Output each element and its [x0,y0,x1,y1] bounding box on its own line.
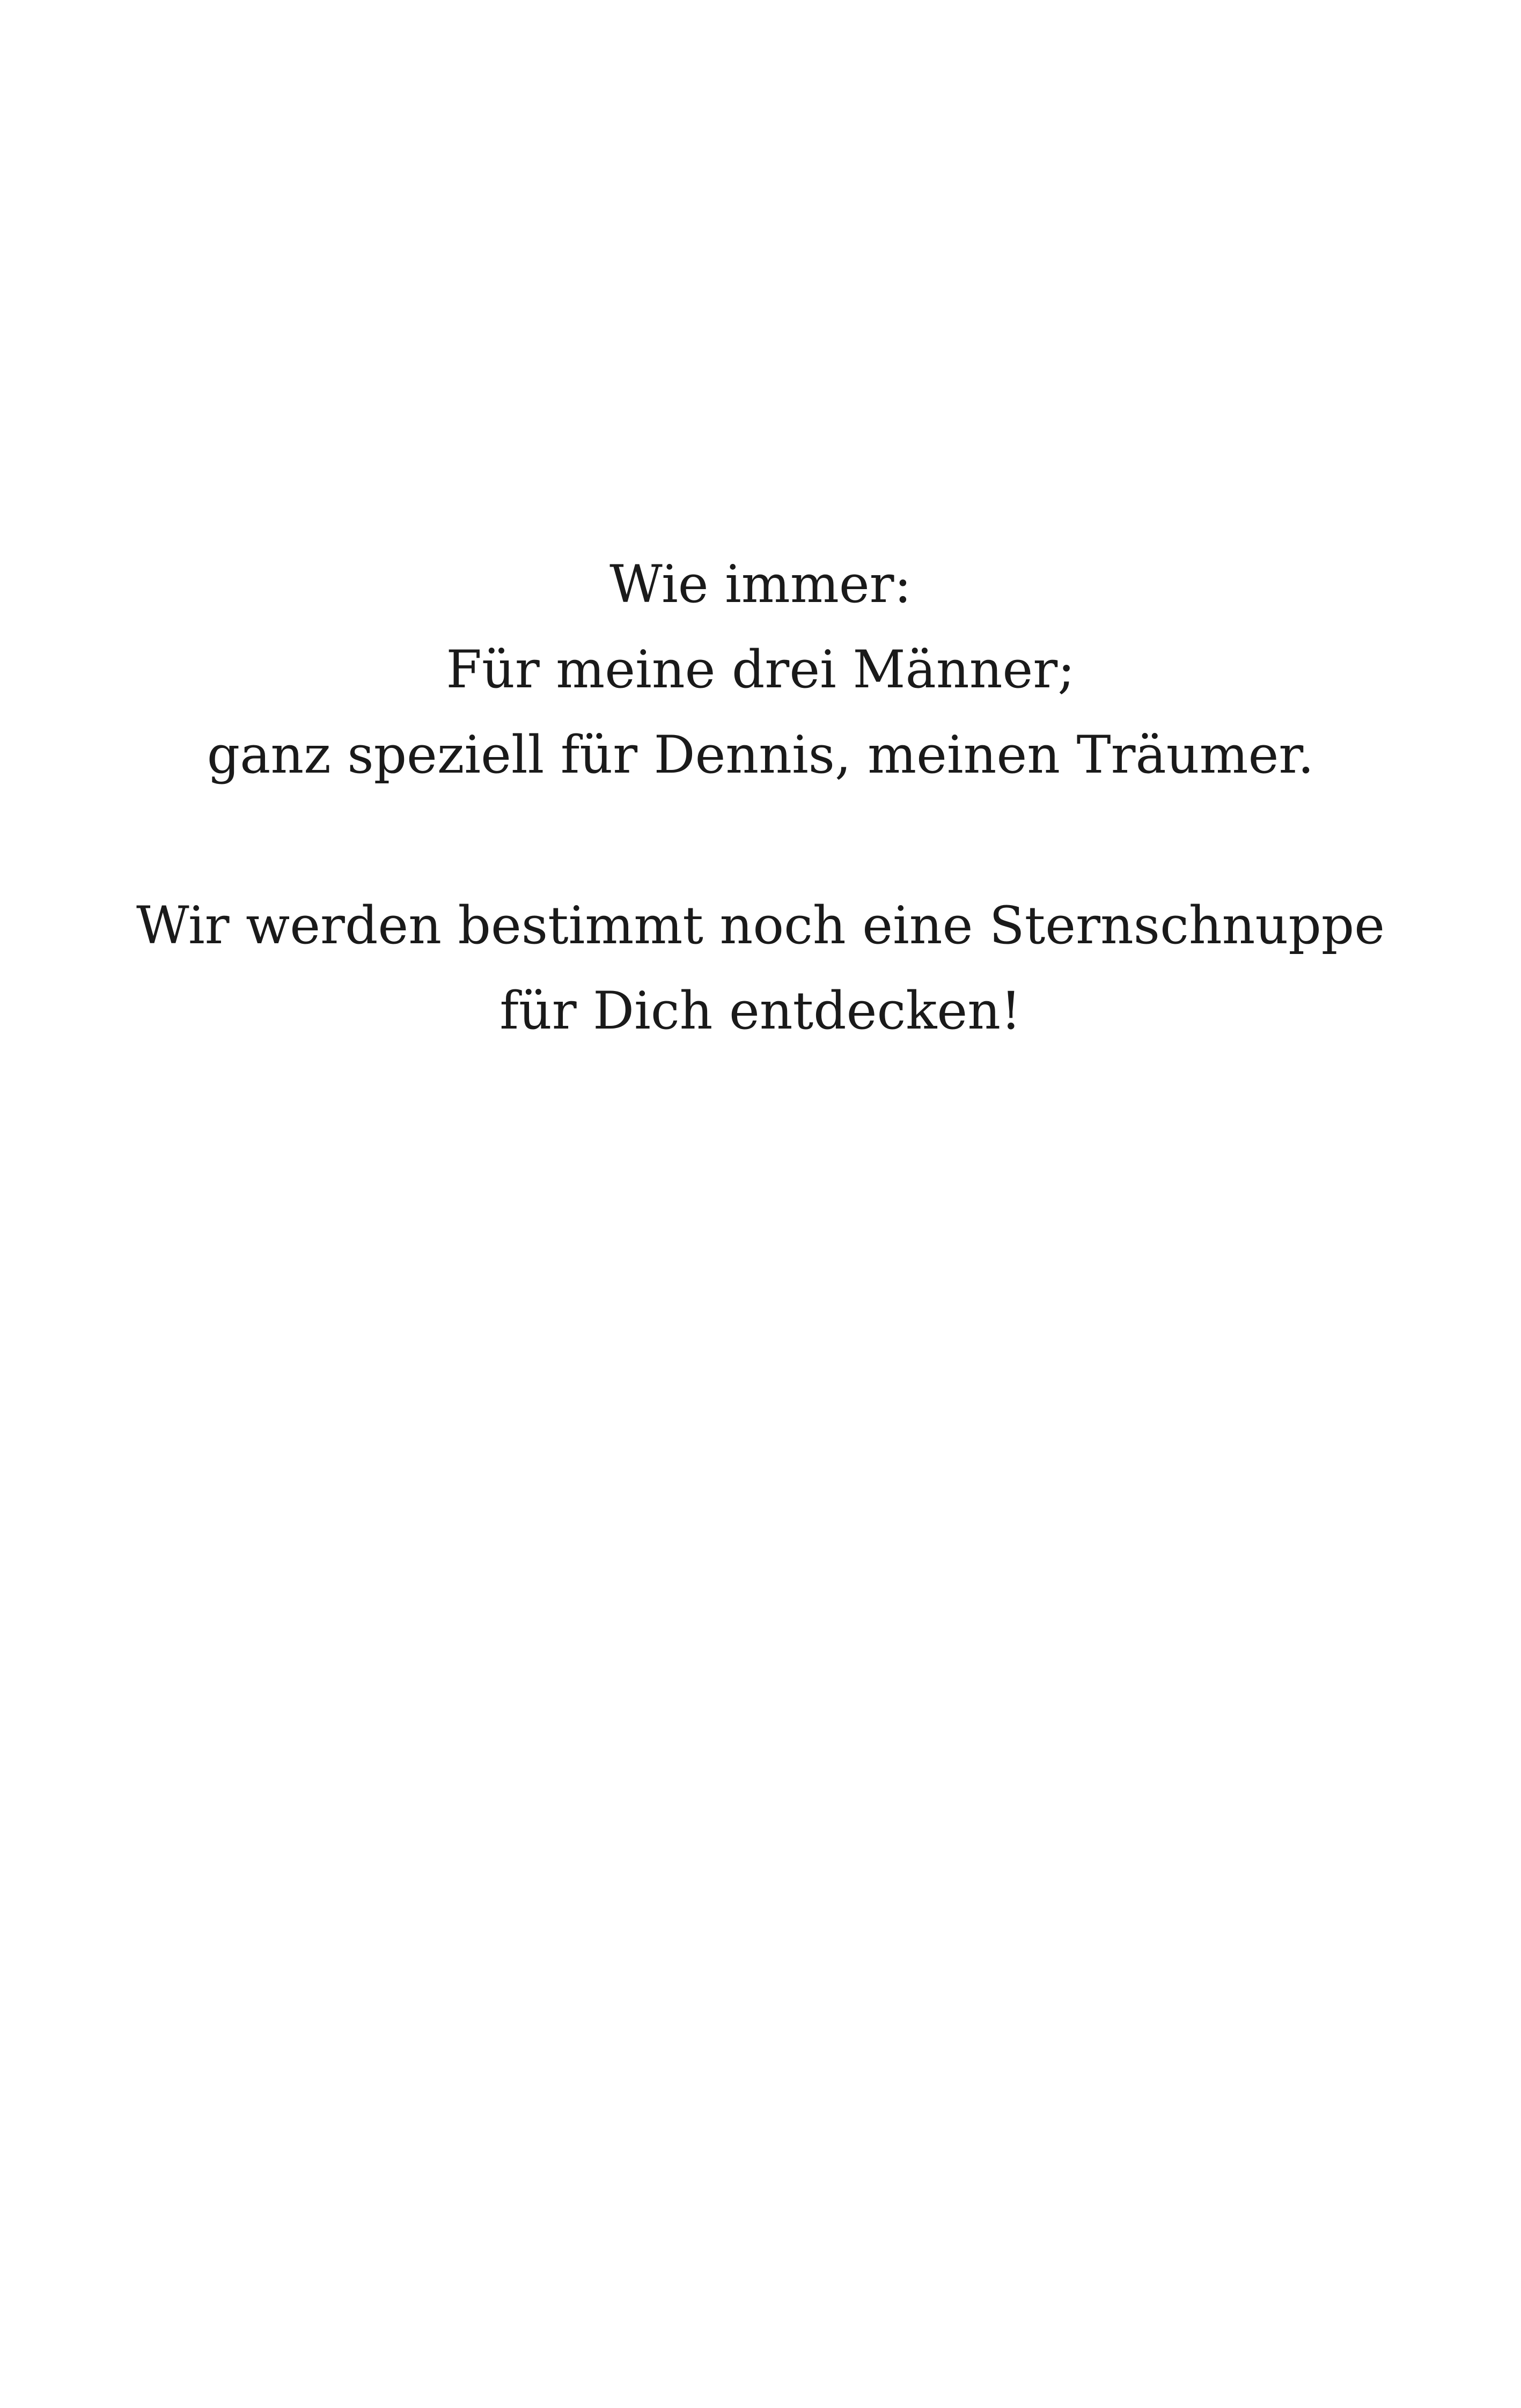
dedication-line: Wir werden bestimmt noch eine Sternschnuppe [136,895,1385,956]
dedication-line: Wie immer: [609,554,912,614]
dedication-stanza-1 [0,542,1521,798]
dedication-stanza-2 [0,883,1521,1054]
dedication-line: ganz speziell für Dennis, meinen Träumer. [207,725,1314,785]
dedication-text [0,542,1521,1054]
dedication-line: für Dich entdecken! [499,981,1022,1041]
dedication-line: Für meine drei Männer; [446,640,1075,700]
